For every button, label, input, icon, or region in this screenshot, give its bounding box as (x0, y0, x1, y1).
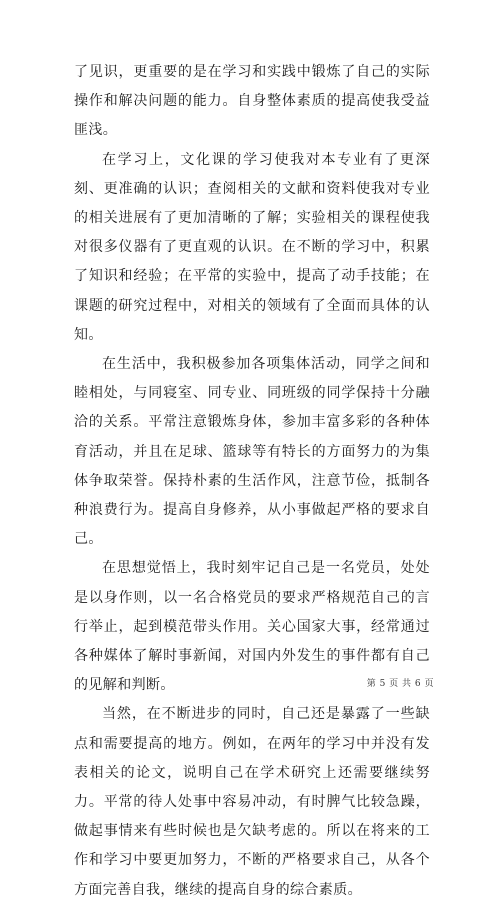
paragraph-study: 在学习上，文化课的学习使我对本专业有了更深刻、更准确的认识；查阅相关的文献和资料使我对专业的相关进展有了更加清晰的了解；实验相关的课程使我对很多仪器有了更直观的认识。在不断的学习中，积累了知识和经验；在平常的实验中，提高了动手技能；在课题的研究过程中，对相关的领域有了全面而具体的认知。 (74, 151, 430, 343)
paragraph-shortcomings: 当然，在不断进步的同时，自己还是暴露了一些缺点和需要提高的地方。例如，在两年的学习中并没有发表相关的论文，说明自己在学术研究上还需要继续努力。平常的待人处事中容易冲动，有时脾气比较急躁，做起事情来有些时候也是欠缺考虑的。所以在将来的工作和学习中要更加努力，不断的严格要求自己，从各个方面完善自我，继续的提高自身的综合素质。 (74, 706, 430, 898)
page-number-footer: 第 5 页 共 6 页 (366, 679, 434, 689)
paragraph-continuation: 了见识，更重要的是在学习和实践中锻炼了自己的实际操作和解决问题的能力。自身整体素质的提高使我受益匪浅。 (74, 64, 430, 139)
paragraph-life: 在生活中，我积极参加各项集体活动，同学之间和睦相处，与同寝室、同专业、同班级的同学保持十分融洽的关系。平常注意锻炼身体，参加丰富多彩的各种体育活动，并且在足球、篮球等有特长的方面努力的为集体争取荣誉。保持朴素的生活作风，注意节俭，抵制各种浪费行为。提高自身修养，从小事做起严格的要求自己。 (74, 356, 430, 548)
paragraph-ideology: 在思想觉悟上，我时刻牢记自己是一名党员，处处是以身作则，以一名合格党员的要求严格规范自己的言行举止，起到模范带头作用。关心国家大事，经常通过各种媒体了解时事新闻，对国内外发生的事件都有自己的见解和判断。 (74, 560, 430, 694)
document-body (74, 58, 430, 905)
